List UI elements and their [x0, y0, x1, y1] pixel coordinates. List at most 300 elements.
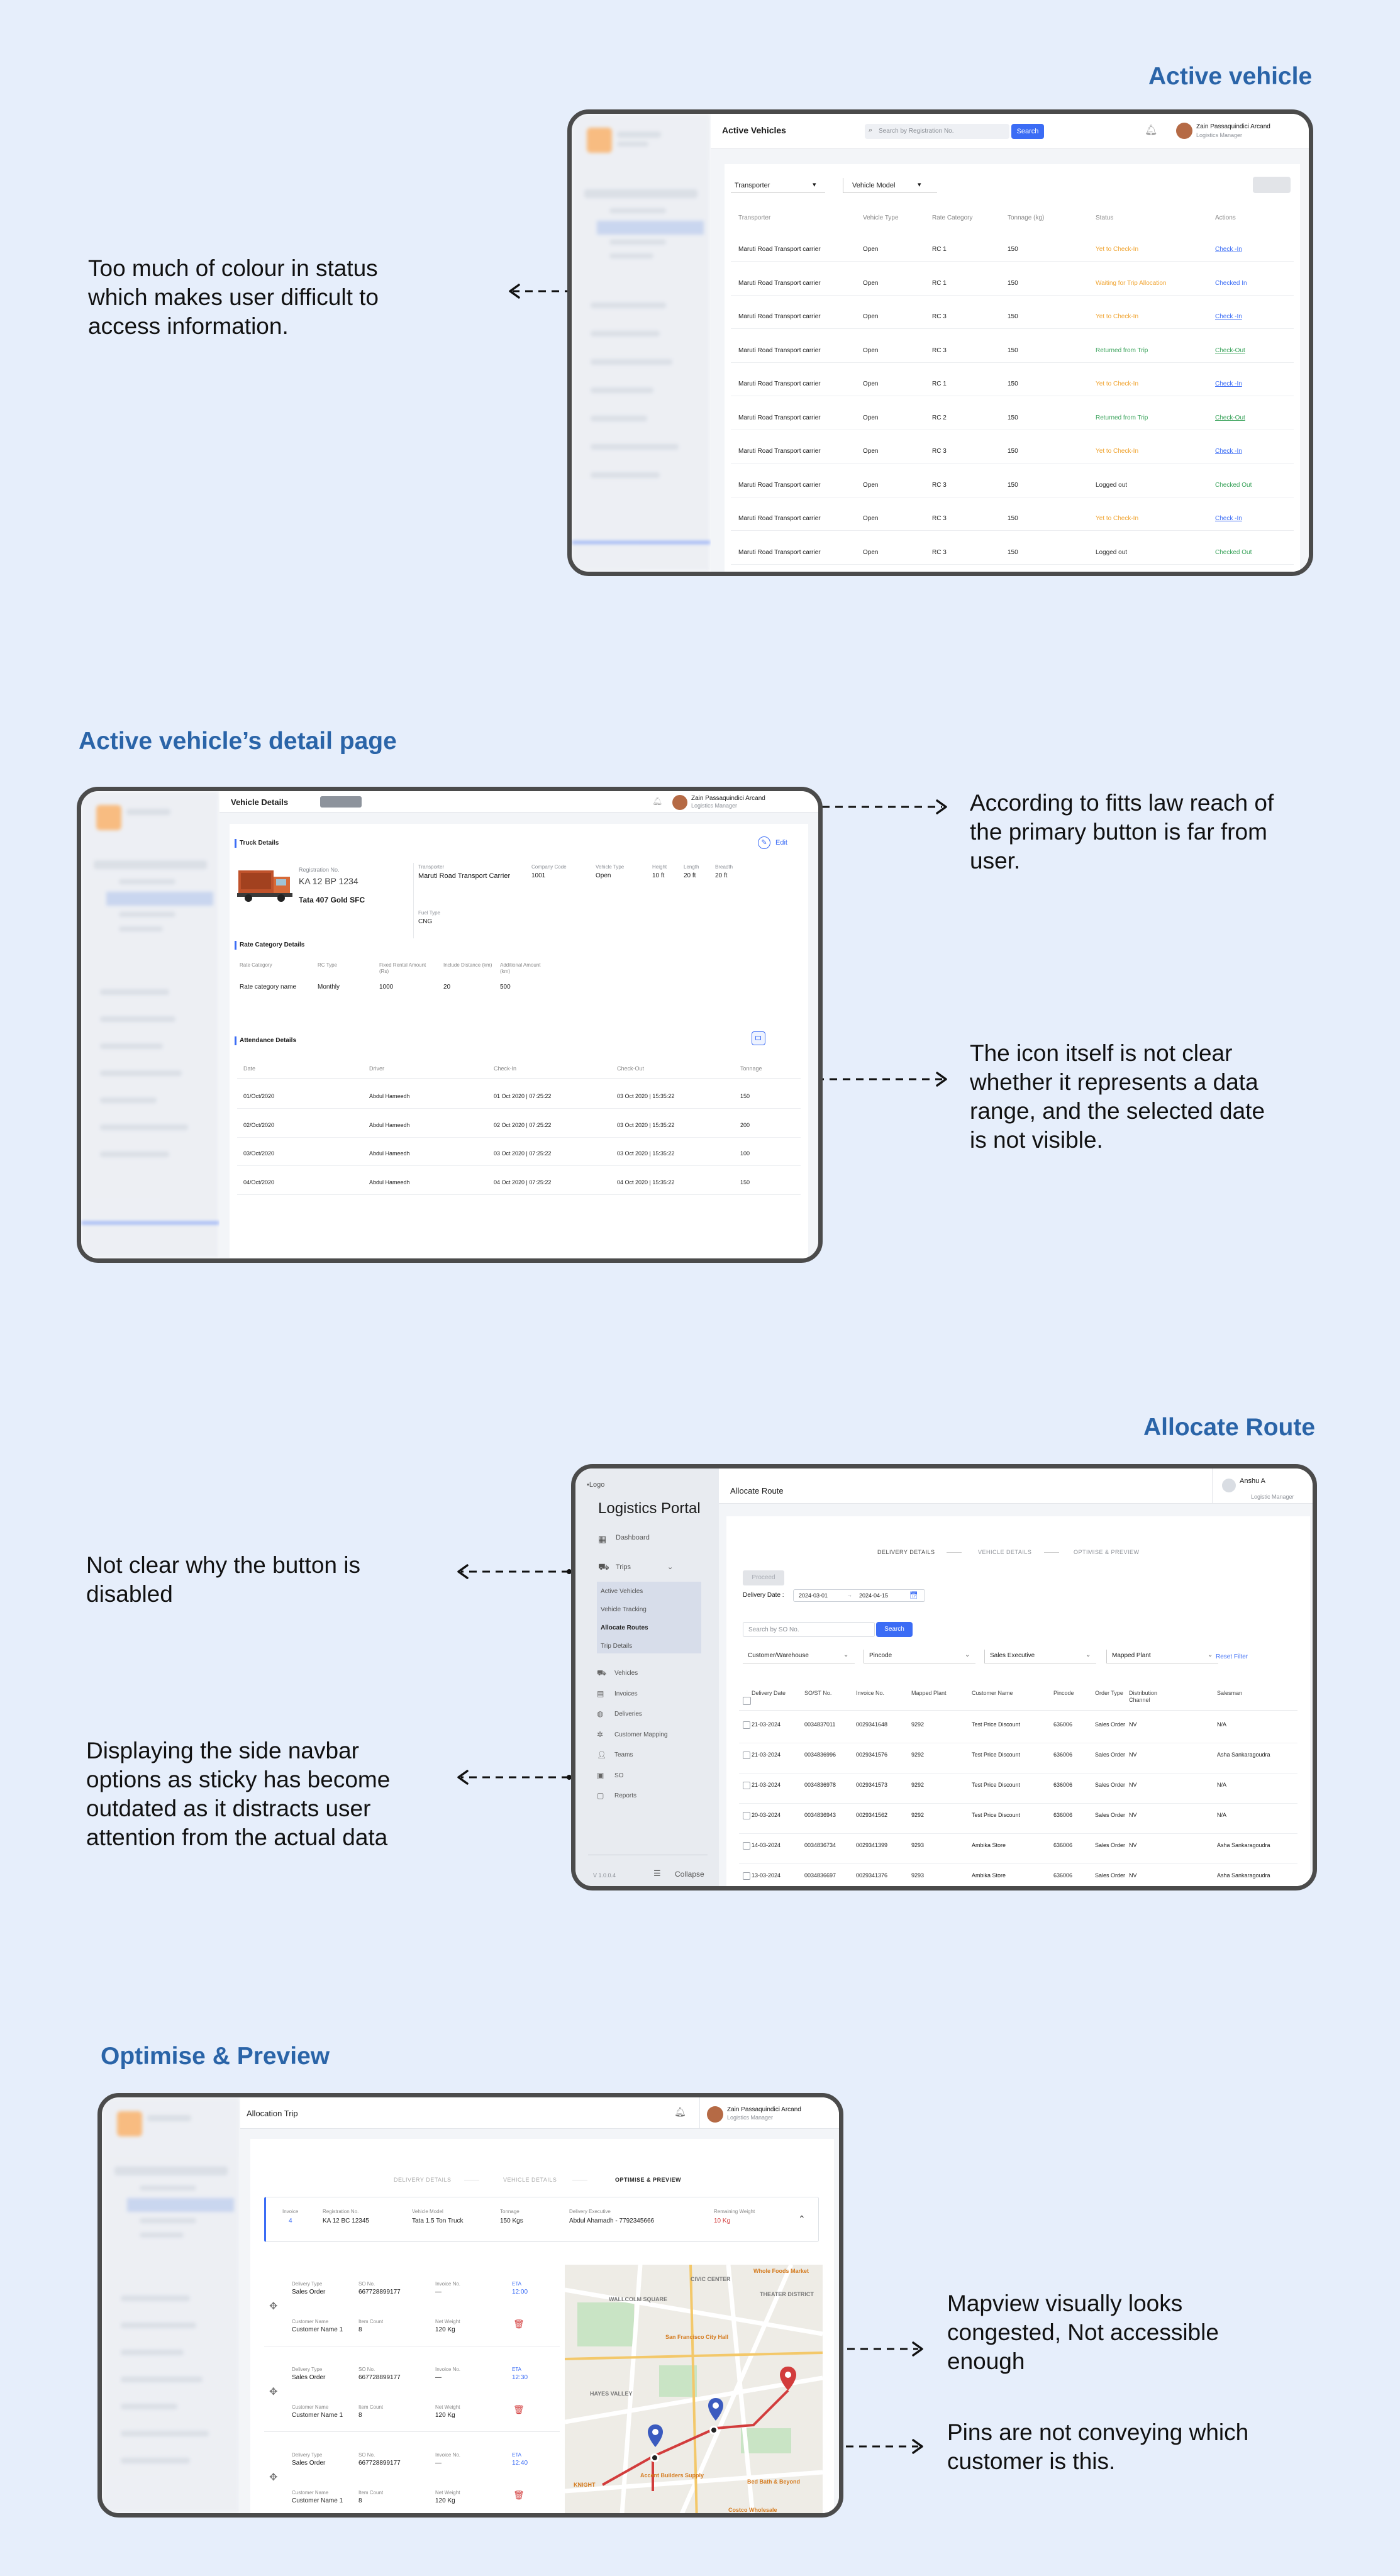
header: [711, 114, 1309, 149]
table-row: [725, 308, 1300, 333]
truck-icon: ⛟: [597, 1668, 607, 1677]
nav-trips-icon: ⛟: [598, 1562, 609, 1572]
bell-icon[interactable]: 🔔︎: [652, 796, 663, 806]
summary-label: Registration No.: [323, 2209, 359, 2214]
column-header: Pincode: [1053, 1690, 1074, 1696]
status-text: Returned from Trip: [1096, 347, 1148, 354]
column-header: Vehicle Type: [863, 214, 899, 221]
table-cell: Abdul Hameedh: [369, 1150, 410, 1157]
card-field-label: Item Count: [358, 2404, 384, 2410]
rate-category-title: Rate Category Details: [240, 941, 305, 948]
card-field-label: Customer Name: [292, 2319, 329, 2324]
table-cell: Maruti Road Transport carrier: [738, 448, 821, 455]
status-text: Logged out: [1096, 548, 1128, 556]
attendance-title: Attendance Details: [240, 1037, 297, 1044]
note-pins: Pins are not conveying which customer is this.: [947, 2419, 1249, 2474]
table-cell: Maruti Road Transport carrier: [738, 515, 821, 522]
table-cell: 0029341573: [856, 1782, 888, 1788]
table-row: [725, 241, 1300, 266]
delivery-card[interactable]: [264, 2268, 560, 2346]
nav-item[interactable]: SO: [614, 1772, 624, 1779]
logo: ▪Logo: [587, 1481, 605, 1489]
table-cell: N/A: [1217, 1782, 1227, 1788]
submenu-item[interactable]: Vehicle Tracking: [601, 1606, 647, 1613]
date-range-input[interactable]: 2024-03-01 → 2024-04-15 📅︎: [793, 1589, 925, 1602]
map-label: CIVIC CENTER: [691, 2276, 731, 2282]
reset-filter-link[interactable]: Reset Filter: [1216, 1653, 1248, 1660]
rate-column-value: 1000: [379, 984, 394, 991]
table-cell: 03 Oct 2020 | 15:35:22: [617, 1150, 675, 1157]
table-cell: 0029341648: [856, 1721, 888, 1728]
chevron-down-icon: ⌄: [965, 1652, 970, 1658]
primary-button[interactable]: [320, 796, 362, 808]
chevron-down-icon: ⌄: [667, 1563, 674, 1571]
table-cell: 0029341562: [856, 1812, 888, 1818]
row-checkbox[interactable]: [743, 1782, 750, 1789]
avatar[interactable]: [672, 795, 687, 810]
eta-value: 12:40: [512, 2460, 528, 2467]
date-range-icon[interactable]: [752, 1031, 765, 1045]
card-field-label: Item Count: [358, 2490, 384, 2496]
map-pin-blue-2[interactable]: [707, 2397, 725, 2422]
table-cell: 9293: [911, 1872, 925, 1879]
column-header: Status: [1096, 214, 1114, 221]
attendance-row: [230, 1150, 808, 1169]
table-cell: 636006: [1053, 1872, 1073, 1879]
column-header: Invoice No.: [856, 1690, 885, 1696]
table-cell: 636006: [1053, 1842, 1073, 1848]
table-cell: Maruti Road Transport carrier: [738, 481, 821, 489]
bell-icon[interactable]: 🔔︎: [1145, 125, 1158, 136]
nav-item[interactable]: Reports: [614, 1792, 637, 1799]
step-delivery-details[interactable]: DELIVERY DETAILS: [394, 2177, 452, 2183]
table-cell: Open: [863, 279, 879, 287]
allocate-card: [726, 1516, 1310, 1890]
row-checkbox[interactable]: [743, 1842, 750, 1850]
map-label: Whole Foods Market: [753, 2268, 809, 2274]
customer-mapping-icon: ✲: [597, 1729, 604, 1739]
avatar[interactable]: [1222, 1479, 1236, 1492]
table-row[interactable]: [726, 1749, 1310, 1774]
note-disabled-button: Not clear why the button is disabled: [86, 1552, 360, 1607]
drag-handle-icon[interactable]: ✥: [269, 2387, 278, 2397]
note-mapview: Mapview visually looks congested, Not accessible enough: [947, 2290, 1219, 2374]
report-icon: ▢: [597, 1791, 604, 1800]
nav-item[interactable]: Deliveries: [614, 1711, 642, 1718]
transporter-filter[interactable]: Transporter ▾: [731, 178, 825, 193]
registration-number: KA 12 BP 1234: [299, 876, 358, 886]
proceed-button[interactable]: Proceed: [743, 1570, 784, 1585]
card-field-label: Net Weight: [435, 2404, 460, 2410]
submenu-item[interactable]: Trip Details: [601, 1643, 633, 1650]
table-cell: 150: [1008, 414, 1018, 421]
table-cell: 150: [1008, 279, 1018, 287]
card-field-label: SO No.: [358, 2367, 375, 2372]
map-label: KNIGHT: [574, 2482, 596, 2488]
header: [219, 791, 818, 813]
table-cell: Sales Order: [1095, 1812, 1126, 1818]
step-vehicle-details[interactable]: VEHICLE DETAILS: [978, 1549, 1032, 1555]
action-link[interactable]: Check -In: [1215, 380, 1242, 387]
rate-column-value: 500: [500, 984, 511, 991]
user-name: Zain Passaquindici Arcand: [691, 795, 765, 802]
nav-item[interactable]: Invoices: [614, 1690, 638, 1697]
invoice-icon: ▤: [597, 1689, 604, 1698]
table-cell: 03 Oct 2020 | 15:35:22: [617, 1121, 675, 1128]
table-cell: 04 Oct 2020 | 15:35:22: [617, 1179, 675, 1185]
trash-icon[interactable]: 🗑︎: [513, 2490, 525, 2500]
rate-column-value: 20: [443, 984, 451, 991]
screenshot-optimise-preview: [97, 2093, 843, 2518]
table-cell: Maruti Road Transport carrier: [738, 548, 821, 556]
table-cell: 200: [740, 1121, 750, 1128]
table-cell: 0034837011: [804, 1721, 836, 1728]
column-header: Salesman: [1217, 1690, 1243, 1696]
table-cell: RC 1: [932, 279, 947, 287]
card-field-value: 667728899177: [358, 2289, 401, 2296]
filter-dropdown[interactable]: Mapped Plant ⌄: [1106, 1650, 1218, 1663]
card-field-value: 8: [358, 2497, 362, 2504]
avatar[interactable]: [707, 2106, 723, 2123]
card-field-label: Delivery Type: [292, 2452, 323, 2458]
chevron-down-icon: ⌄: [843, 1652, 849, 1658]
card-field-value: 120 Kg: [435, 2497, 455, 2504]
table-cell: 03/Oct/2020: [243, 1150, 275, 1157]
table-cell: Sales Order: [1095, 1782, 1126, 1788]
map-label: THEATER DISTRICT: [760, 2291, 814, 2297]
eta-value: 12:00: [512, 2289, 528, 2296]
table-cell: Sales Order: [1095, 1721, 1126, 1728]
rate-column-label: Fixed Rental Amount (Rs): [379, 962, 426, 974]
header: [240, 2097, 839, 2129]
page-title: Allocation Trip: [247, 2109, 298, 2118]
table-cell: 0034836978: [804, 1782, 836, 1788]
card-field-value: —: [435, 2289, 442, 2296]
table-cell: Abdul Hameedh: [369, 1093, 410, 1099]
optimise-card: [250, 2139, 834, 2518]
row-divider: [739, 1773, 1297, 1774]
nav-trips[interactable]: Trips: [616, 1563, 631, 1571]
table-cell: 150: [1008, 313, 1018, 320]
table-cell: 150: [740, 1093, 750, 1099]
truck-image: [237, 865, 294, 903]
delivery-card[interactable]: [264, 2354, 560, 2432]
disabled-button[interactable]: [1253, 177, 1291, 193]
note-status-colour: Too much of colour in status which makes user difficult to access information.: [88, 255, 379, 339]
summary-value: 10 Kg: [714, 2218, 731, 2224]
edit-button[interactable]: ✎ Edit: [758, 836, 796, 850]
table-cell: RC 3: [932, 481, 947, 489]
table-cell: 150: [1008, 347, 1018, 354]
select-all-checkbox[interactable]: [743, 1697, 751, 1705]
table-cell: 9292: [911, 1752, 925, 1758]
chevron-down-icon: ⌄: [1208, 1652, 1213, 1658]
table-cell: Open: [863, 515, 879, 522]
action-link[interactable]: Check -In: [1215, 448, 1242, 455]
row-divider: [237, 1137, 801, 1138]
table-row[interactable]: [726, 1779, 1310, 1804]
avatar[interactable]: [1176, 123, 1192, 139]
table-cell: RC 3: [932, 313, 947, 320]
user-role: Logistic Manager: [1251, 1494, 1294, 1500]
attendance-column-header: Date: [243, 1065, 256, 1072]
attendance-row: [230, 1093, 808, 1112]
table-cell: 636006: [1053, 1782, 1073, 1788]
table-cell: Open: [863, 380, 879, 387]
table-cell: Test Price Discount: [972, 1752, 1021, 1758]
table-cell: RC 3: [932, 448, 947, 455]
calendar-icon: 📅︎: [909, 1592, 918, 1599]
section-title-vehicle-detail: Active vehicle’s detail page: [79, 728, 397, 755]
nav-item[interactable]: Teams: [614, 1752, 633, 1758]
action-link[interactable]: Checked In: [1215, 279, 1247, 287]
table-cell: Sales Order: [1095, 1842, 1126, 1848]
row-divider: [739, 1803, 1297, 1804]
column-header: Delivery Date: [752, 1690, 786, 1696]
table-cell: Ambika Store: [972, 1842, 1006, 1848]
table-cell: Asha Sankaragoudra: [1217, 1872, 1270, 1879]
table-cell: Open: [863, 313, 879, 320]
table-cell: NV: [1129, 1782, 1137, 1788]
table-row[interactable]: [726, 1719, 1310, 1744]
filter-dropdown[interactable]: Pincode ⌄: [864, 1650, 975, 1663]
status-text: Yet to Check-In: [1096, 515, 1139, 522]
map-pin-red[interactable]: [779, 2365, 797, 2392]
table-cell: Maruti Road Transport carrier: [738, 347, 821, 354]
row-divider: [237, 1078, 801, 1079]
table-cell: 21-03-2024: [752, 1752, 781, 1758]
table-cell: NV: [1129, 1842, 1137, 1848]
table-cell: 20-03-2024: [752, 1812, 781, 1818]
table-cell: 0034836943: [804, 1812, 836, 1818]
user-role: Logistics Manager: [1196, 132, 1243, 138]
table-cell: Test Price Discount: [972, 1782, 1021, 1788]
rate-column-label: RC Type: [318, 962, 337, 968]
card-field-label: Invoice No.: [435, 2367, 461, 2372]
column-header: Actions: [1215, 214, 1236, 221]
drag-handle-icon[interactable]: ✥: [269, 2472, 278, 2483]
submenu-item[interactable]: Allocate Routes: [601, 1624, 648, 1631]
card-field-value: Customer Name 1: [292, 2412, 343, 2419]
table-cell: Open: [863, 414, 879, 421]
section-title-active-vehicle: Active vehicle: [1148, 63, 1313, 90]
table-cell: Maruti Road Transport carrier: [738, 246, 821, 253]
status-text: Yet to Check-In: [1096, 448, 1139, 455]
step-delivery-details[interactable]: DELIVERY DETAILS: [877, 1549, 935, 1555]
status-text: Logged out: [1096, 481, 1128, 489]
eta-label: ETA: [512, 2367, 521, 2372]
table-row: [725, 375, 1300, 401]
table-cell: 636006: [1053, 1721, 1073, 1728]
card-field-label: Invoice No.: [435, 2281, 461, 2287]
table-cell: 636006: [1053, 1812, 1073, 1818]
summary-label: Invoice: [282, 2209, 299, 2214]
row-checkbox[interactable]: [743, 1752, 750, 1759]
sidebar: [575, 1468, 719, 1886]
table-cell: 04/Oct/2020: [243, 1179, 275, 1185]
action-link[interactable]: Check -In: [1215, 246, 1242, 253]
search-input[interactable]: Search by SO No.: [743, 1622, 875, 1637]
trip-summary: [264, 2197, 819, 2242]
card-field-value: 120 Kg: [435, 2326, 455, 2333]
row-divider: [237, 1108, 801, 1109]
table-cell: Sales Order: [1095, 1872, 1126, 1879]
chevron-down-icon: ▾: [918, 181, 921, 189]
map-pin-blue-1[interactable]: [647, 2423, 664, 2448]
table-row: [725, 342, 1300, 367]
page-title: Allocate Route: [730, 1486, 784, 1496]
action-link[interactable]: Checked Out: [1215, 481, 1252, 489]
table-cell: 0034836697: [804, 1872, 836, 1879]
table-cell: Abdul Hameedh: [369, 1179, 410, 1185]
collapse-button[interactable]: Collapse: [675, 1870, 704, 1879]
filter-dropdown[interactable]: Customer/Warehouse ⌄: [743, 1650, 855, 1663]
user-role: Logistics Manager: [691, 802, 738, 809]
row-checkbox[interactable]: [743, 1812, 750, 1819]
menu-icon: ☰: [653, 1868, 661, 1878]
map-label: HAYES VALLEY: [590, 2390, 633, 2397]
card-field-label: SO No.: [358, 2452, 375, 2458]
delivery-card[interactable]: [264, 2440, 560, 2518]
table-cell: Open: [863, 548, 879, 556]
attendance-column-header: Driver: [369, 1065, 384, 1072]
action-link[interactable]: Check-Out: [1215, 347, 1245, 354]
card-field-label: Item Count: [358, 2319, 384, 2324]
table-row[interactable]: [726, 1870, 1310, 1890]
vehicle-model: Tata 407 Gold SFC: [299, 896, 365, 904]
nav-dashboard-icon: ▦: [598, 1534, 607, 1544]
map-label: Costco Wholesale: [728, 2507, 777, 2513]
card-field-value: 120 Kg: [435, 2412, 455, 2419]
table-row[interactable]: [726, 1840, 1310, 1865]
summary-label: Delivery Executive: [569, 2209, 611, 2214]
table-cell: 9293: [911, 1842, 925, 1848]
submenu-item[interactable]: Active Vehicles: [601, 1588, 643, 1595]
delivery-icon: ◍: [597, 1709, 604, 1718]
table-cell: 04 Oct 2020 | 07:25:22: [494, 1179, 552, 1185]
row-divider: [237, 1194, 801, 1195]
step-optimise-preview[interactable]: OPTIMISE & PREVIEW: [1074, 1549, 1140, 1555]
table-row: [725, 275, 1300, 300]
map-view[interactable]: [565, 2265, 823, 2518]
eta-label: ETA: [512, 2281, 521, 2287]
drag-handle-icon[interactable]: ✥: [269, 2301, 278, 2312]
table-cell: 150: [1008, 380, 1018, 387]
table-row: [725, 443, 1300, 468]
table-cell: Test Price Discount: [972, 1812, 1021, 1818]
attendance-column-header: Tonnage: [740, 1065, 762, 1072]
table-cell: 01 Oct 2020 | 07:25:22: [494, 1093, 552, 1099]
pencil-icon: ✎: [758, 836, 770, 849]
trash-icon[interactable]: 🗑︎: [513, 2319, 525, 2329]
step-vehicle-details[interactable]: VEHICLE DETAILS: [503, 2177, 557, 2183]
card-field-label: Delivery Type: [292, 2281, 323, 2287]
table-cell: RC 3: [932, 548, 947, 556]
map-label: WALLCOLM SQUARE: [609, 2296, 667, 2302]
table-cell: RC 1: [932, 246, 947, 253]
table-card: [725, 164, 1300, 576]
search-input[interactable]: Search by Registration No. ⌕: [865, 124, 1009, 139]
search-button[interactable]: Search: [876, 1622, 913, 1637]
table-cell: NV: [1129, 1812, 1137, 1818]
action-link[interactable]: Check -In: [1215, 515, 1242, 522]
status-text: Yet to Check-In: [1096, 313, 1139, 320]
summary-label: Tonnage: [500, 2209, 519, 2214]
table-cell: Open: [863, 481, 879, 489]
table-row[interactable]: [726, 1809, 1310, 1835]
page-title: Active Vehicles: [722, 125, 786, 135]
bell-icon[interactable]: 🔔︎: [674, 2107, 687, 2118]
table-cell: 01/Oct/2020: [243, 1093, 275, 1099]
column-header: SO/ST No.: [804, 1690, 832, 1696]
map-stop-1[interactable]: [650, 2453, 659, 2462]
table-cell: 0034836996: [804, 1752, 836, 1758]
row-checkbox[interactable]: [743, 1721, 750, 1729]
table-cell: 9292: [911, 1721, 925, 1728]
map-label: San Francisco City Hall: [665, 2334, 729, 2340]
map-stop-2[interactable]: [709, 2426, 718, 2434]
vehicle-model-filter[interactable]: Vehicle Model ▾: [843, 178, 937, 193]
action-link[interactable]: Checked Out: [1215, 548, 1252, 556]
card-field-label: Customer Name: [292, 2490, 329, 2496]
screenshot-allocate-route: [571, 1464, 1317, 1890]
summary-label: Vehicle Model: [412, 2209, 443, 2214]
attendance-column-header: Check-Out: [617, 1065, 645, 1072]
so-icon: ▣: [597, 1770, 604, 1780]
card-field-value: Sales Order: [292, 2289, 326, 2296]
header: [719, 1468, 1313, 1504]
table-cell: Abdul Hameedh: [369, 1121, 410, 1128]
sidebar: [102, 2097, 240, 2513]
chevron-down-icon: ⌄: [1086, 1652, 1091, 1658]
table-cell: 150: [1008, 548, 1018, 556]
rate-column-label: Rate Category: [240, 962, 272, 968]
summary-value: 150 Kgs: [500, 2218, 523, 2224]
table-cell: 02/Oct/2020: [243, 1121, 275, 1128]
table-cell: NV: [1129, 1752, 1137, 1758]
step-optimise-preview[interactable]: OPTIMISE & PREVIEW: [615, 2177, 682, 2183]
table-cell: Open: [863, 347, 879, 354]
trash-icon[interactable]: 🗑︎: [513, 2404, 525, 2414]
chevron-up-icon[interactable]: ⌃: [798, 2214, 806, 2224]
user-name: Zain Passaquindici Arcand: [727, 2106, 801, 2113]
table-cell: 9292: [911, 1782, 925, 1788]
action-link[interactable]: Check -In: [1215, 313, 1242, 320]
table-cell: 9292: [911, 1812, 925, 1818]
table-cell: 03 Oct 2020 | 07:25:22: [494, 1150, 552, 1157]
table-row: [725, 544, 1300, 569]
nav-dashboard[interactable]: Dashboard: [616, 1534, 650, 1541]
attendance-column-header: Check-In: [494, 1065, 517, 1072]
search-button[interactable]: Search: [1011, 124, 1044, 139]
table-cell: 0029341376: [856, 1872, 888, 1879]
table-cell: Open: [863, 246, 879, 253]
table-cell: Maruti Road Transport carrier: [738, 414, 821, 421]
table-cell: 150: [1008, 246, 1018, 253]
map-label: Accent Builders Supply: [640, 2472, 704, 2479]
sidebar: [572, 114, 711, 572]
nav-item[interactable]: Vehicles: [614, 1670, 638, 1677]
table-cell: 100: [740, 1150, 750, 1157]
page-title: Vehicle Details: [231, 797, 289, 807]
table-row: [725, 477, 1300, 502]
action-link[interactable]: Check-Out: [1215, 414, 1245, 421]
row-checkbox[interactable]: [743, 1872, 750, 1880]
filter-dropdown[interactable]: Sales Executive ⌄: [984, 1650, 1096, 1663]
column-header: Rate Category: [932, 214, 973, 221]
nav-item[interactable]: Customer Mapping: [614, 1731, 668, 1738]
table-cell: 14-03-2024: [752, 1842, 781, 1848]
